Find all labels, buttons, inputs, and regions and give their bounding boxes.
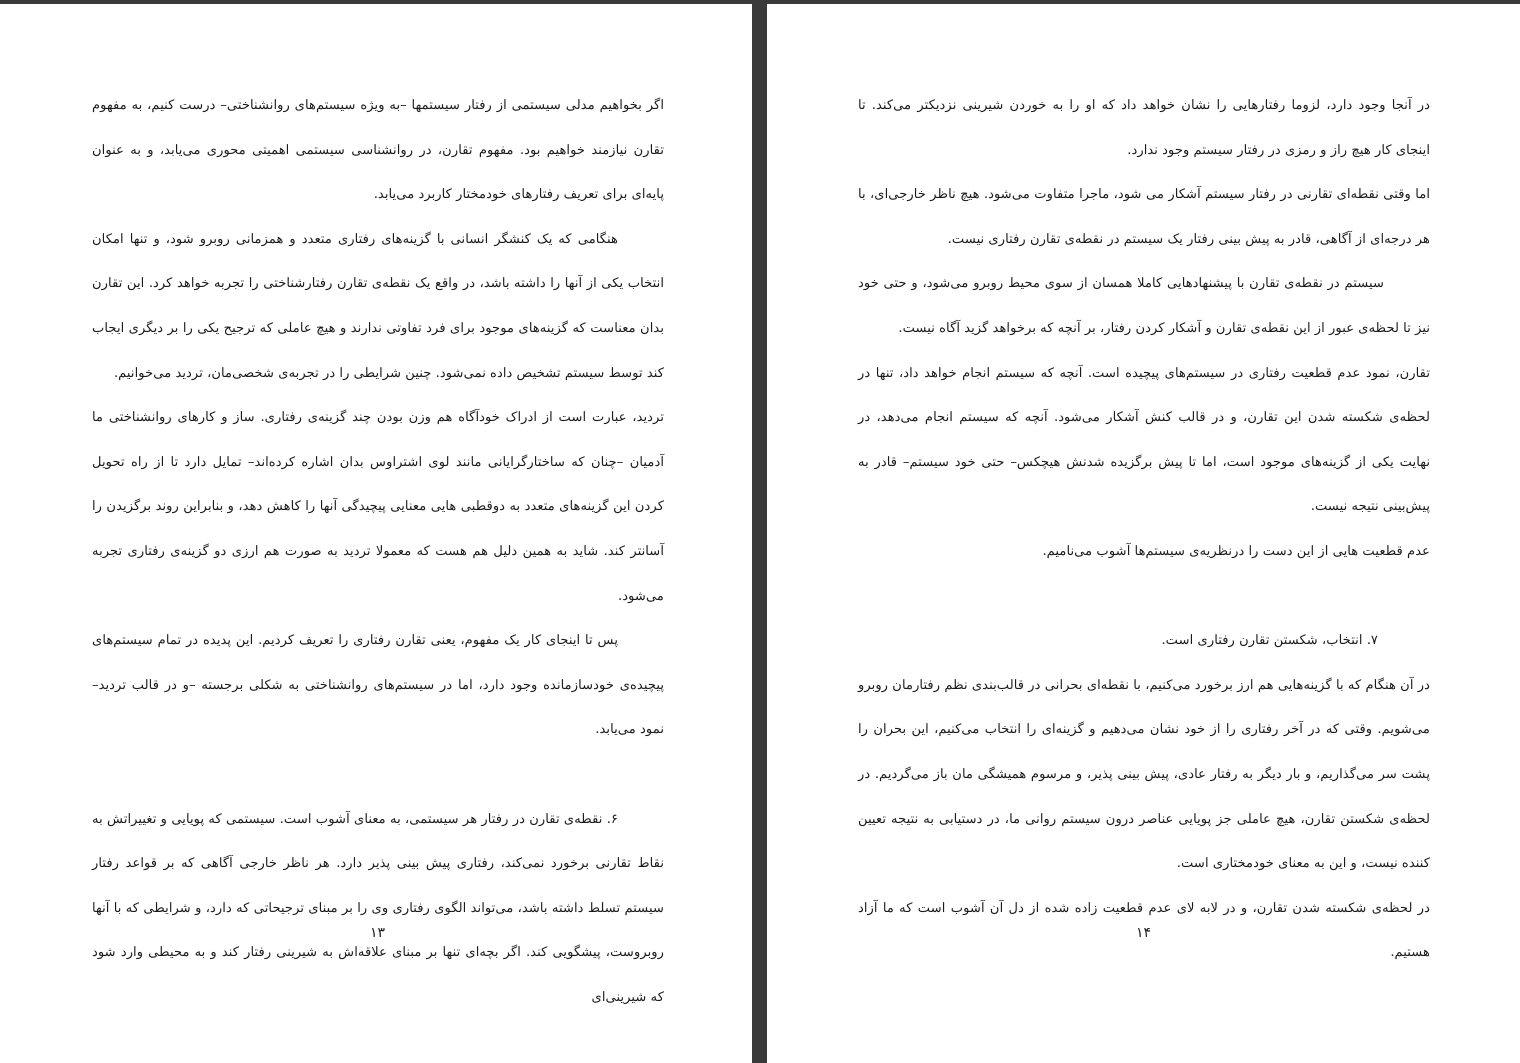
paragraph: اگر بخواهیم مدلی سیستمی از رفتار سیستمها –به ویژه سیستم‌های روانشناختی– درست کنیم، به مفهوم تقارن نیازمند خواهیم بود. مفهوم تقارن، در روانشناسی سیستمی اهمیتی محوری می‌یابد، و به عنوان پایه‌ای برای تعریف رفتارهای خودمختار کاربرد می‌یابد. [92, 98, 664, 203]
paragraph: در آن هنگام که با گزینه‌هایی هم ارز برخورد می‌کنیم، با نقطه‌ای بحرانی در قالب‌بندی نظم رفتارمان روبرو می‌شویم. وقتی که در آخر رفتاری را از خود نشان می‌دهیم و گزینه‌ای را انتخاب می‌کنیم، این بحران را پشت سر می‌گذاریم، و بار دیگر به رفتار عادی، پیش بینی پذیر، و مرسوم همیشگی مان باز می‌گردیم. در لحظه‌ی شکستن تقارن، هیچ عاملی جز پویایی عناصر درون سیستم روانی ما، در دستیابی به نتیجه تعیین کننده نیست، و این به معنای خودمختاری است. [858, 677, 1430, 872]
page-14-body [858, 84, 1430, 976]
paragraph: در آنجا وجود دارد، لزوما رفتارهایی را نشان خواهد داد که او را به خوردن شیرینی نزدیکتر می‌کند. تا اینجای کار هیچ راز و رمزی در رفتار سیستم وجود ندارد. [858, 98, 1430, 158]
paragraph: سیستم در نقطه‌ی تقارن با پیشنهادهایی کاملا همسان از سوی محیط روبرو می‌شود، و حتی خود نیز تا لحظه‌ی عبور از این نقطه‌ی تقارن و آشکار کردن رفتار، بر آنچه که برخواهد گزید آگاه نیست. [858, 276, 1430, 336]
paragraph: عدم قطعیت هایی از این دست را درنظریه‌ی سیستم‌ها آشوب می‌نامیم. [1042, 543, 1430, 559]
page-number: ۱۴ [1136, 925, 1152, 941]
paragraph: اما وقتی نقطه‌ای تقارنی در رفتار سیستم آشکار می شود، ماجرا متفاوت می‌شود. هیچ ناظر خارجی‌ای، با هر درجه‌ای از آگاهی، قادر به پیش بینی رفتار یک سیستم در نقطه‌ی تقارن رفتاری نیست. [858, 187, 1430, 247]
paragraph: تردید، عبارت است از ادراک خودآگاه هم وزن بودن چند گزینه‌ی رفتاری. ساز و کارهای روانشناختی ما آدمیان –چنان که ساختارگرایانی مانند لوی اشتراوس بدان اشاره کرده‌اند– تمایل دارد تا از راه تحویل کردن این گزینه‌های متعدد به دوقطبی هایی معنایی پیچیدگی آنها را کاهش دهد، و بنابراین روند برگزیدن را آسانتر کند. شاید به همین دلیل هم هست که معمولا تردید به صورت هم ارزی دو گزینه‌ی رفتاری تجربه می‌شود. [92, 410, 664, 604]
section-6-paragraph: ۶. نقطه‌ی تقارن در رفتار هر سیستمی، به معنای آشوب است. سیستمی که پویایی و تغییراتش به نقاط تقارنی برخورد نمی‌کند، رفتاری پیش بینی پذیر دارد. هر ناظر خارجی آگاهی که بر قواعد رفتار سیستم تسلط داشته باشد، می‌تواند الگوی رفتاری وی را بر مبنای ترجیحاتی که دارد، و شرایطی که با آنها روبروست، پیشگویی کند. اگر بچه‌ای تنها بر مبنای علاقه‌اش به شیرینی رفتار کند و به محیطی وارد شود که شیرینی‌ای [92, 811, 664, 1005]
paragraph: در لحظه‌ی شکسته شدن تقارن، و در لابه لای عدم قطعیت زاده شده از دل آن آشوب است که ما آزاد هستیم. [858, 900, 1430, 961]
page-13-body [92, 84, 664, 1020]
paragraph: تقارن، نمود عدم قطعیت رفتاری در سیستم‌های پیچیده است. آنچه که سیستم انجام خواهد داد، تنها در لحظه‌ی شکسته شدن این تقارن، و در قالب کنش آشکار می‌شود. آنچه که سیستم انجام می‌دهد، در نهایت یکی از گزینه‌های موجود است، اما تا پیش برگزیده شدنش هیچکس– حتی خود سیستم– قادر به پیش‌بینی نتیجه نیست. [858, 365, 1430, 515]
section-7-heading: ۷. انتخاب، شکستن تقارن رفتاری است. [1161, 633, 1378, 649]
page-number: ۱۳ [370, 925, 386, 941]
paragraph: پس تا اینجای کار یک مفهوم، یعنی تقارن رفتاری را تعریف کردیم. این پدیده در تمام سیستم‌های پیچیده‌ی خودسازمانده وجود دارد، اما در سیستم‌های روانشناختی به شکلی برجسته –و در قالب تردید– نمود می‌یابد. [92, 633, 664, 738]
paragraph: هنگامی که یک کنشگر انسانی با گزینه‌های رفتاری متعدد و همزمانی روبرو شود، و تنها امکان انتخاب یکی از آنها را داشته باشد، در واقع یک نقطه‌ی تقارن رفتارشناختی را تجربه خواهد کرد. این تقارن بدان معناست که گزینه‌های موجود برای فرد تفاوتی ندارند و هیچ عاملی که ترجیح یکی را بر دیگری ایجاب کند توسط سیستم تشخیص داده نمی‌شود. چنین شرایطی را در تجربه‌ی شخصی‌مان، تردید می‌خوانیم. [92, 231, 664, 381]
page-13 [0, 4, 752, 1063]
